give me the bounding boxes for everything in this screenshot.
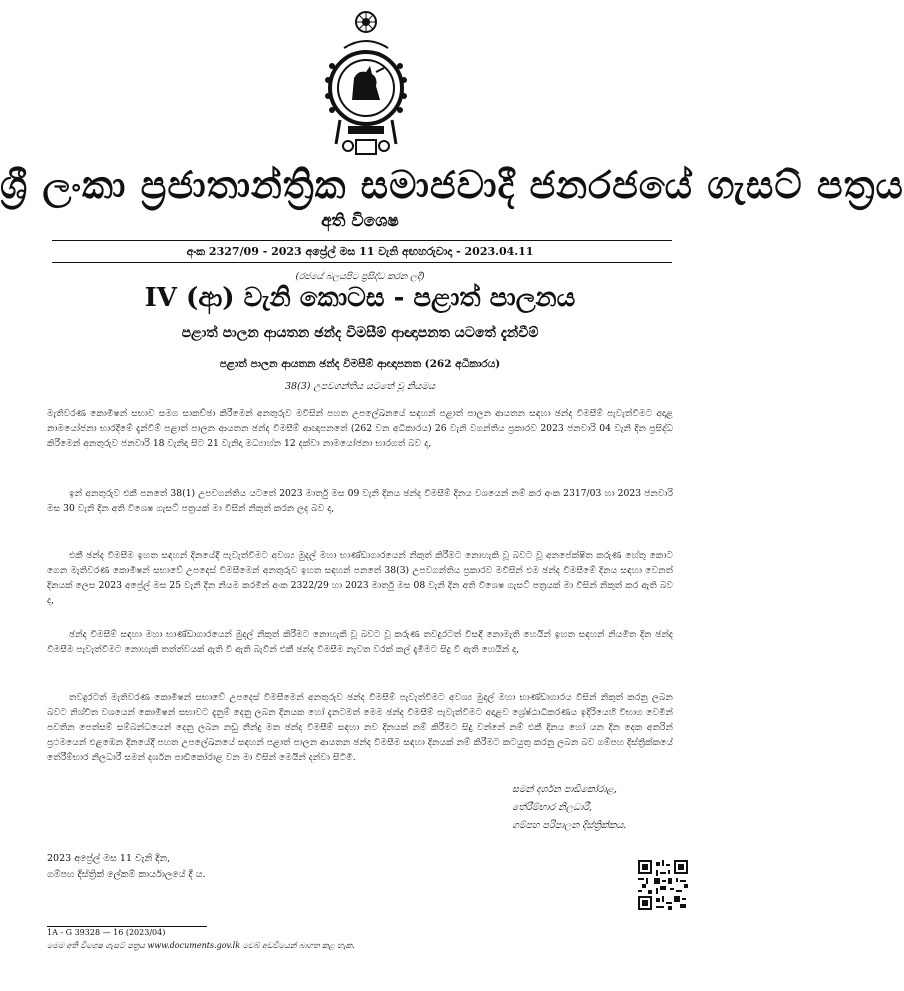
- issue-date: 2023 අප්‍රේල් මස 11 වැනි දින,: [47, 853, 171, 864]
- signatory-name: සමන් දර්ශන පාඩිකෝරාළ,: [512, 784, 617, 795]
- gazette-title: ශ්‍රී ලංකා ප්‍රජාතාන්ත්‍රික සමාජවාදී ජනරජයේ ගැසට් පත්‍රය: [0, 162, 904, 207]
- extraordinary-label: අති විශෙෂ: [321, 211, 399, 231]
- paragraph-2: ඉන් අනතුරුව එකී පනතේ 38(1) උපවගන්තිය යටතේ 2023 මාර්තු මස 09 වැනි දිනය ඡන්ද විමසීම් දිනය වශයෙන් නම් කර අංක 2317/03 හා 2023 ජනවාරි මස 30 වැනි දින අති විශෙෂ ගැසට් පත්‍රයක් මා විසින් නිකුත් කරන ලද බව ද,: [47, 488, 673, 514]
- footer-note: මෙම අති විශෙෂ ගැසට් පත්‍රය www.documents.gov.lk වෙබ් අඩවියෙන් බාගත කළ හැක.: [47, 941, 355, 950]
- paragraph-4: ඡන්ද විමසීම් සඳහා මහා භාණ්ඩාගාරයෙන් මුදල් නිකුත් කිරීමට නොහැකි වූ බවට වූ කරුණ තවදුරටත් විසඳී නොමැති හෙයින් ඉහත සඳහන් නියමිත දින ඡන්ද විමසීම පැවැත්වීමට නොහැකි තත්ත්වයක් ඇති වී ඇති බැවින් එකී ඡන්ද විමසීම නැවත වරක් කල් දැමීමට සිදු වී ඇති හෙයින් ද,: [47, 629, 673, 655]
- divider-top: [52, 240, 672, 241]
- paragraph-1: මැතිවරණ කොමිෂන් සභාව සමග සාකච්ඡා කිරීමෙන් අනතුරුව මවිසින් පහත උපලේඛනයේ සඳහන් පළාත් පාලන ආයතන සඳහා ඡන්ද විමසීම් පැවැත්වීමට අදාළ නාමයෝජනා භාරදීමේ දැන්වීම් පළාත් පාලන ආයතන ඡන්ද විමසීම් ආඥාපනතේ (262 වන අධිකාරය) 26 වැනි වගන්තිය ප්‍රකාරව 2023 ජනවාරි 04 වැනි දින ප්‍රසිද්ධ කිරීමෙන් අනතුරුව ජනවාරි 18 වැනිදා සිට 21 වැනිදා මධ්‍යාහ්න 12 දක්වා නාමයෝජනා භාරගත් බව ද,: [47, 408, 673, 449]
- published-by: (රජයේ බලයපිට ප්‍රසිද්ධ කරන ලදී): [295, 272, 425, 282]
- qr-code[interactable]: [638, 860, 688, 910]
- footer-code: 1A - G 39328 — 16 (2023/04): [47, 928, 166, 937]
- divider-bottom: [52, 262, 672, 263]
- section-heading: 38(3) උපවගන්තිය යටතේ වූ නියමය: [284, 381, 436, 392]
- paragraph-3: එකී ඡන්ද විමසීම ඉහත සඳහන් දිනයේදී පැවැත්වීමට අවශ්‍ය මුදල් මහා භාණ්ඩාගාරයෙන් නිකුත් කිරීමට නොහැකි වූ බවට වූ අනපේක්ෂිත කරුණ හේතු කොට ගෙන මැතිවරණ කොමිෂන් සභාවේ උපදෙස් විමසීමෙන් අනතුරුව ඉහත සඳහන් පනතේ 38(3) උපවගන්තිය ප්‍රකාරව මවිසින් එම ඡන්ද විමසීමේ දිනය සඳහා වෙනත් දිනයක් ලෙස 2023 අප්‍රේල් මස 25 වැනි දින නියම කරමින් අංක 2322/29 හා 2023 මාර්තු මස 08 වැනි දින අති විශෙෂ ගැසට් පත්‍රයක් මා විසින් නිකුත් කර ඇති බව ද,: [47, 550, 673, 606]
- footer-divider: [47, 926, 207, 927]
- signature-block: [512, 781, 626, 835]
- signatory-designation: තේරීම්භාර නිලධාරී,: [512, 802, 592, 813]
- national-emblem: [318, 8, 414, 156]
- paragraph-5: තවදුරටත් මැතිවරණ කොමිෂන් සභාවේ උපදෙස් විමසීමෙන් අනතුරුව ඡන්ද විමසීම් පැවැත්වීමට අවශ්‍ය මුදල් මහා භාණ්ඩාගාරය විසින් නිකුත් කරනු ලබන බවට නිශ්චිත වශයෙන් කොමිෂන් සභාවට දැනුම් දෙනු ලබන දිනයක හෝ දැනටමත් මෙම ඡන්ද විමසීම් පැවැත්වීමට අදාළව ශ්‍රේෂ්ඨාධිකරණය ඉදිරියෙහි විභාග වෙමින් පවතින පෙත්සම් සම්බන්ධයෙන් දෙනු ලබන නඩු තීන්දු මත ඡන්ද විමසීම් සඳහා නව දිනයක් නම් කිරීමට සිදු වන්නේ නම් එකී දිනය හෝ යන දින දෙක අතරින් ප්‍රථමයෙන් එළඹෙන දිනයේදී පහත උපලේඛනයේ සඳහන් පළාත් පාලන ආයතන ඡන්ද විමසීම සඳහා දිනයක් නම් කිරීමට කටයුතු කරනු ලබන බව ගම්පහ දිස්ත්‍රික්කයේ තේරීම්භාර නිලධාරී සමන් දර්ශන පාඩිකෝරාළ වන මා විසින් මෙයින් දන්වා සිටිමි.: [47, 692, 673, 763]
- place-date-block: [47, 851, 206, 883]
- issue-place: ගම්පහ දිස්ත්‍රික් ලේකම් කාර්යාලයේ දී ය.: [47, 869, 206, 880]
- part-title: IV (ආ) වැනි කොටස - පළාත් පාලනය: [144, 283, 576, 313]
- issue-line: අංක 2327/09 - 2023 අප්‍රේල් මස 11 වැනි අඟහරුවාදා - 2023.04.11: [186, 245, 534, 258]
- part-subtitle: පළාත් පාලන ආයතන ඡන්ද විමසීම් ආඥාපනත යටතේ දැන්වීම්: [181, 325, 539, 341]
- signatory-district: ගම්පහ පරිපාලන දිස්ත්‍රික්කය.: [512, 820, 627, 831]
- act-heading: පළාත් පාලන ආයතන ඡන්ද විමසීම් ආඥාපනත (262 අධිකාරය): [219, 358, 501, 370]
